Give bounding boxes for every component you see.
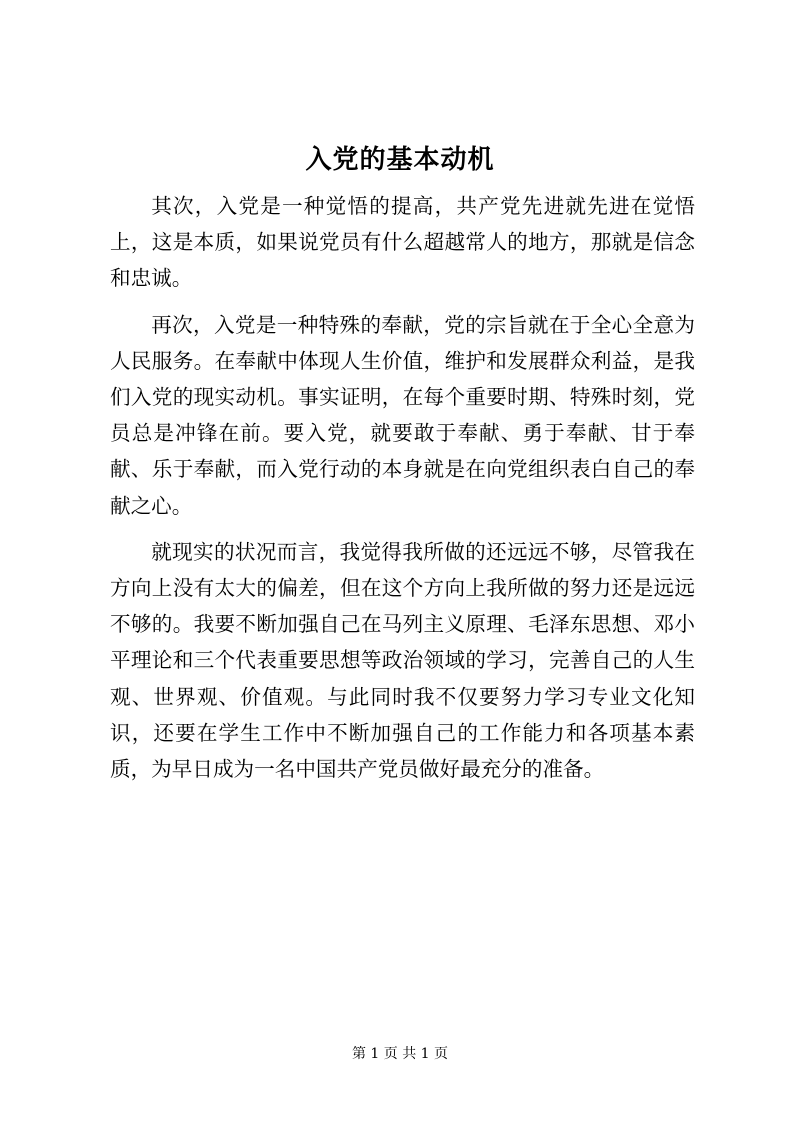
document-title: 入党的基本动机 (305, 145, 495, 175)
paragraph-1: 其次，入党是一种觉悟的提高，共产党先进就先进在觉悟上，这是本质，如果说党员有什么超越常人的地方，那就是信念和忠诚。 (110, 194, 695, 291)
paragraph-2: 再次，入党是一种特殊的奉献，党的宗旨就在于全心全意为人民服务。在奉献中体现人生价值，维护和发展群众利益，是我们入党的现实动机。事实证明，在每个重要时期、特殊时刻，党员总是冲锋在前。要入党，就要敢于奉献、勇于奉献、甘于奉献、乐于奉献，而入党行动的本身就是在向党组织表白自己的奉献之心。 (110, 312, 695, 518)
document-body (110, 188, 695, 797)
page-number-footer: 第 1 页 共 1 页 (351, 1046, 449, 1062)
paragraph-3: 就现实的状况而言，我觉得我所做的还远远不够，尽管我在方向上没有太大的偏差，但在这个方向上我所做的努力还是远远不够的。我要不断加强自己在马列主义原理、毛泽东思想、邓小平理论和三个代表重要思想等政治领域的学习，完善自己的人生观、世界观、价值观。与此同时我不仅要努力学习专业文化知识，还要在学生工作中不断加强自己的工作能力和各项基本素质，为早日成为一名中国共产党员做好最充分的准备。 (110, 539, 695, 782)
